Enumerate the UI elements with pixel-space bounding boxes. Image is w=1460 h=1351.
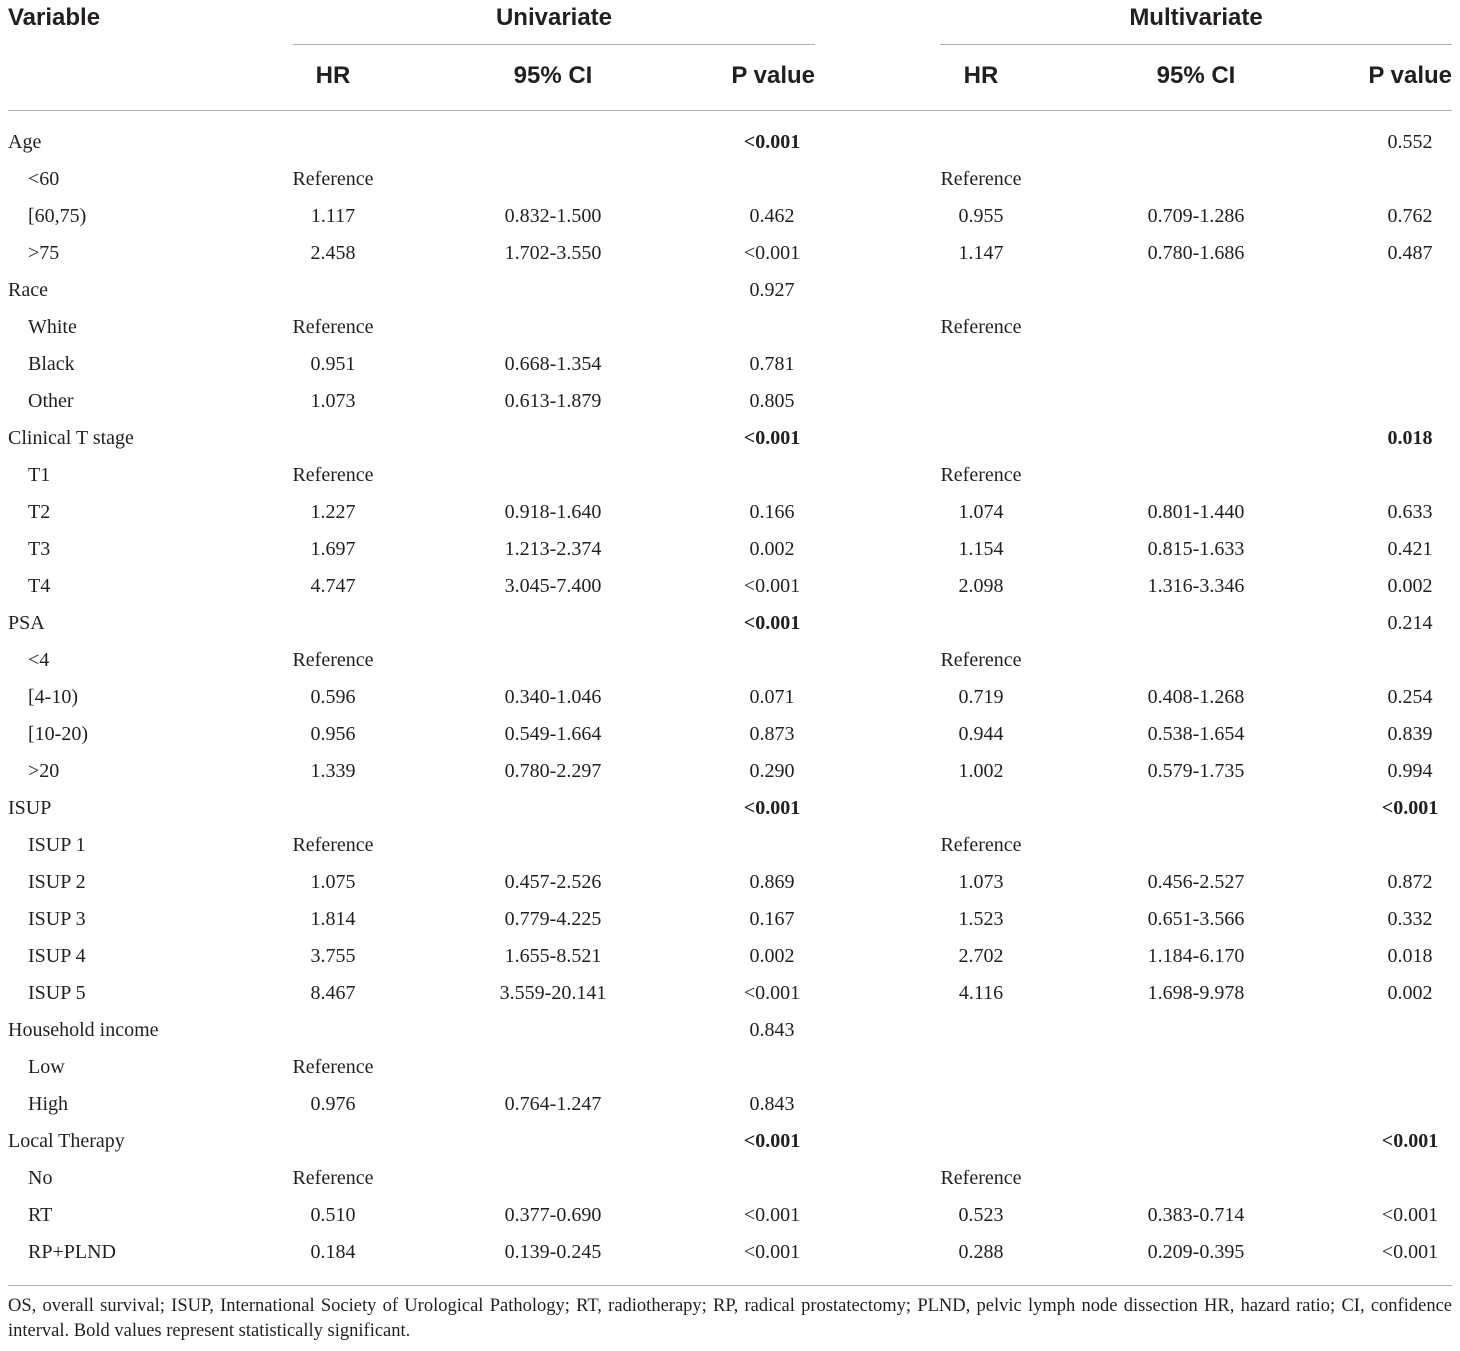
multi-ci-value: 1.698-9.978	[1147, 982, 1245, 1004]
uni-ci-value: 3.559-20.141	[499, 982, 607, 1004]
uni-ci-value: 0.918-1.640	[504, 501, 602, 523]
row-label: T4	[28, 575, 51, 597]
multi-p-value: 0.018	[1387, 945, 1433, 967]
multi-p-value: 0.018	[1387, 427, 1433, 449]
multi-ci-value: 0.780-1.686	[1147, 242, 1245, 264]
uni-p-value: 0.002	[749, 945, 795, 967]
uni-ci-value: 0.780-2.297	[504, 760, 602, 782]
row-label: <4	[28, 649, 50, 671]
row-label: >75	[28, 242, 60, 264]
multi-p-value: <0.001	[1381, 1241, 1439, 1263]
uni-p-value: 0.166	[749, 501, 795, 523]
uni-ci-value: 0.139-0.245	[504, 1241, 602, 1263]
uni-hr-value: 1.814	[310, 908, 356, 930]
row-label: Race	[8, 279, 48, 301]
table-row	[0, 1160, 1460, 1197]
uni-p-value: 0.167	[749, 908, 795, 930]
multi-hr-value: 0.955	[958, 205, 1004, 227]
table-row	[0, 383, 1460, 420]
multi-p-value: 0.002	[1387, 982, 1433, 1004]
uni-p-value: 0.290	[749, 760, 795, 782]
multi-ci-value: 0.801-1.440	[1147, 501, 1245, 523]
multi-ci-value: 0.538-1.654	[1147, 723, 1245, 745]
uni-ci-value: 0.832-1.500	[504, 205, 602, 227]
multi-hr-value: 1.523	[958, 908, 1004, 930]
multi-hr-value: 0.944	[958, 723, 1004, 745]
uni-hr-value: Reference	[292, 834, 374, 856]
uni-ci-value: 1.702-3.550	[504, 242, 602, 264]
uni-hr-value: 1.697	[310, 538, 356, 560]
table-row	[0, 124, 1460, 161]
uni-hr-value: 0.510	[310, 1204, 356, 1226]
uni-hr-value: Reference	[292, 316, 374, 338]
row-label: Age	[8, 131, 42, 153]
multi-ci-value: 0.383-0.714	[1147, 1204, 1245, 1226]
table-row	[0, 161, 1460, 198]
multi-p-value: 0.994	[1387, 760, 1433, 782]
table-row	[0, 1012, 1460, 1049]
multi-p-value: 0.633	[1387, 501, 1433, 523]
column-header-uni-p: P value	[731, 62, 815, 89]
table-row	[0, 1086, 1460, 1123]
uni-p-value: 0.927	[749, 279, 795, 301]
multi-ci-value: 1.316-3.346	[1147, 575, 1245, 597]
table-row	[0, 1123, 1460, 1160]
row-label: T1	[28, 464, 51, 486]
multi-hr-value: 0.288	[958, 1241, 1004, 1263]
row-label: ISUP	[8, 797, 52, 819]
uni-p-value: 0.843	[749, 1093, 795, 1115]
table-row	[0, 716, 1460, 753]
uni-p-value: <0.001	[743, 1130, 801, 1152]
multi-p-value: <0.001	[1381, 1204, 1439, 1226]
row-label: ISUP 3	[28, 908, 86, 930]
table-row	[0, 901, 1460, 938]
multi-ci-value: 0.579-1.735	[1147, 760, 1245, 782]
uni-ci-value: 3.045-7.400	[504, 575, 602, 597]
uni-hr-value: 0.184	[310, 1241, 356, 1263]
uni-hr-value: Reference	[292, 168, 374, 190]
table-row	[0, 679, 1460, 716]
multi-ci-value: 0.456-2.527	[1147, 871, 1245, 893]
uni-p-value: <0.001	[743, 131, 801, 153]
row-label: ISUP 2	[28, 871, 86, 893]
table-row	[0, 198, 1460, 235]
multi-hr-value: 2.702	[958, 945, 1004, 967]
row-label: No	[28, 1167, 53, 1189]
footer-rule	[8, 1285, 1452, 1286]
uni-p-value: <0.001	[743, 982, 801, 1004]
uni-ci-value: 0.779-4.225	[504, 908, 602, 930]
uni-p-value: 0.805	[749, 390, 795, 412]
uni-hr-value: Reference	[292, 649, 374, 671]
table-row	[0, 1234, 1460, 1271]
uni-ci-value: 0.668-1.354	[504, 353, 602, 375]
multi-hr-value: 1.002	[958, 760, 1004, 782]
uni-hr-value: 3.755	[310, 945, 356, 967]
row-label: Household income	[8, 1019, 159, 1041]
row-label: Other	[28, 390, 74, 412]
multi-ci-value: 0.651-3.566	[1147, 908, 1245, 930]
uni-hr-value: 1.075	[310, 871, 356, 893]
uni-hr-value: 1.073	[310, 390, 356, 412]
table-row	[0, 975, 1460, 1012]
row-label: RT	[28, 1204, 53, 1226]
uni-p-value: 0.843	[749, 1019, 795, 1041]
uni-p-value: <0.001	[743, 242, 801, 264]
uni-hr-value: Reference	[292, 464, 374, 486]
column-header-variable: Variable	[8, 4, 101, 31]
multi-hr-value: Reference	[940, 168, 1022, 190]
multivariate-underline	[940, 44, 1452, 45]
uni-p-value: <0.001	[743, 1241, 801, 1263]
uni-p-value: 0.873	[749, 723, 795, 745]
uni-p-value: 0.869	[749, 871, 795, 893]
header-rule	[8, 110, 1452, 111]
multi-p-value: 0.839	[1387, 723, 1433, 745]
row-label: Black	[28, 353, 75, 375]
table-row	[0, 346, 1460, 383]
uni-ci-value: 0.549-1.664	[504, 723, 602, 745]
row-label: [60,75)	[28, 205, 87, 227]
uni-ci-value: 0.613-1.879	[504, 390, 602, 412]
row-label: White	[28, 316, 77, 338]
uni-p-value: 0.002	[749, 538, 795, 560]
uni-ci-value: 1.655-8.521	[504, 945, 602, 967]
row-label: ISUP 1	[28, 834, 86, 856]
uni-hr-value: 4.747	[310, 575, 356, 597]
column-header-multi-p: P value	[1368, 62, 1452, 89]
uni-ci-value: 1.213-2.374	[504, 538, 602, 560]
multi-hr-value: 0.719	[958, 686, 1004, 708]
multi-ci-value: 0.815-1.633	[1147, 538, 1245, 560]
multi-p-value: 0.214	[1387, 612, 1433, 634]
uni-hr-value: 0.956	[310, 723, 356, 745]
multi-p-value: 0.762	[1387, 205, 1433, 227]
uni-p-value: <0.001	[743, 797, 801, 819]
table-row	[0, 864, 1460, 901]
uni-hr-value: 2.458	[310, 242, 356, 264]
table-row	[0, 568, 1460, 605]
uni-p-value: <0.001	[743, 612, 801, 634]
table-row	[0, 235, 1460, 272]
multi-p-value: 0.872	[1387, 871, 1433, 893]
uni-p-value: 0.462	[749, 205, 795, 227]
row-label: >20	[28, 760, 60, 782]
row-label: [4-10)	[28, 686, 78, 708]
uni-hr-value: 0.596	[310, 686, 356, 708]
row-label: <60	[28, 168, 60, 190]
multi-ci-value: 0.209-0.395	[1147, 1241, 1245, 1263]
uni-hr-value: 0.976	[310, 1093, 356, 1115]
multi-hr-value: Reference	[940, 464, 1022, 486]
uni-ci-value: 0.377-0.690	[504, 1204, 602, 1226]
multi-hr-value: 1.154	[958, 538, 1004, 560]
uni-hr-value: 8.467	[310, 982, 356, 1004]
uni-hr-value: 0.951	[310, 353, 356, 375]
multi-p-value: 0.421	[1387, 538, 1433, 560]
row-label: [10-20)	[28, 723, 88, 745]
uni-ci-value: 0.340-1.046	[504, 686, 602, 708]
multi-p-value: <0.001	[1381, 797, 1439, 819]
uni-p-value: <0.001	[743, 1204, 801, 1226]
table-row	[0, 309, 1460, 346]
table-row	[0, 753, 1460, 790]
table-row	[0, 1049, 1460, 1086]
table-body	[0, 124, 1460, 1271]
multi-p-value: 0.487	[1387, 242, 1433, 264]
table-row	[0, 420, 1460, 457]
uni-hr-value: Reference	[292, 1167, 374, 1189]
multi-ci-value: 0.709-1.286	[1147, 205, 1245, 227]
table-row	[0, 494, 1460, 531]
uni-p-value: 0.781	[749, 353, 795, 375]
multi-hr-value: 1.147	[958, 242, 1004, 264]
uni-p-value: <0.001	[743, 575, 801, 597]
table-row	[0, 642, 1460, 679]
multi-hr-value: 4.116	[958, 982, 1004, 1004]
uni-hr-value: 1.227	[310, 501, 356, 523]
uni-hr-value: 1.117	[310, 205, 356, 227]
group-header-univariate: Univariate	[495, 4, 613, 31]
row-label: High	[28, 1093, 68, 1115]
multi-ci-value: 1.184-6.170	[1147, 945, 1245, 967]
table-row	[0, 827, 1460, 864]
row-label: Local Therapy	[8, 1130, 125, 1152]
uni-hr-value: 1.339	[310, 760, 356, 782]
table-row	[0, 790, 1460, 827]
group-header-multivariate: Multivariate	[1129, 4, 1263, 31]
multi-hr-value: 2.098	[958, 575, 1004, 597]
row-label: Clinical T stage	[8, 427, 134, 449]
multi-hr-value: 0.523	[958, 1204, 1004, 1226]
univariate-underline	[293, 44, 815, 45]
uni-hr-value: Reference	[292, 1056, 374, 1078]
uni-p-value: 0.071	[749, 686, 795, 708]
row-label: PSA	[8, 612, 45, 634]
uni-ci-value: 0.764-1.247	[504, 1093, 602, 1115]
multi-hr-value: Reference	[940, 1167, 1022, 1189]
uni-p-value: <0.001	[743, 427, 801, 449]
table-row	[0, 1197, 1460, 1234]
multi-hr-value: 1.073	[958, 871, 1004, 893]
row-label: T3	[28, 538, 51, 560]
table-row	[0, 531, 1460, 568]
multi-p-value: 0.002	[1387, 575, 1433, 597]
uni-ci-value: 0.457-2.526	[504, 871, 602, 893]
table-row	[0, 457, 1460, 494]
multi-p-value: <0.001	[1381, 1130, 1439, 1152]
row-label: RP+PLND	[28, 1241, 116, 1263]
column-header-multi-ci: 95% CI	[1156, 62, 1236, 89]
multi-p-value: 0.254	[1387, 686, 1433, 708]
multi-p-value: 0.332	[1387, 908, 1433, 930]
table-row	[0, 605, 1460, 642]
table-row	[0, 272, 1460, 309]
row-label: Low	[28, 1056, 65, 1078]
multi-hr-value: Reference	[940, 649, 1022, 671]
table-footnote: OS, overall survival; ISUP, International Society of Urological Pathology; RT, radiotherapy; RP, radical prostatectomy; PLND, pelvic lymph node dissection HR, hazard ratio; CI, confidence interval. Bold values represent statistically significant.	[8, 1296, 1452, 1341]
multi-hr-value: 1.074	[958, 501, 1004, 523]
column-header-multi-hr: HR	[963, 62, 999, 89]
table-row	[0, 938, 1460, 975]
row-label: T2	[28, 501, 51, 523]
multi-hr-value: Reference	[940, 316, 1022, 338]
column-header-uni-hr: HR	[315, 62, 351, 89]
multi-ci-value: 0.408-1.268	[1147, 686, 1245, 708]
multi-p-value: 0.552	[1387, 131, 1433, 153]
row-label: ISUP 4	[28, 945, 86, 967]
row-label: ISUP 5	[28, 982, 86, 1004]
multi-hr-value: Reference	[940, 834, 1022, 856]
column-header-uni-ci: 95% CI	[513, 62, 593, 89]
